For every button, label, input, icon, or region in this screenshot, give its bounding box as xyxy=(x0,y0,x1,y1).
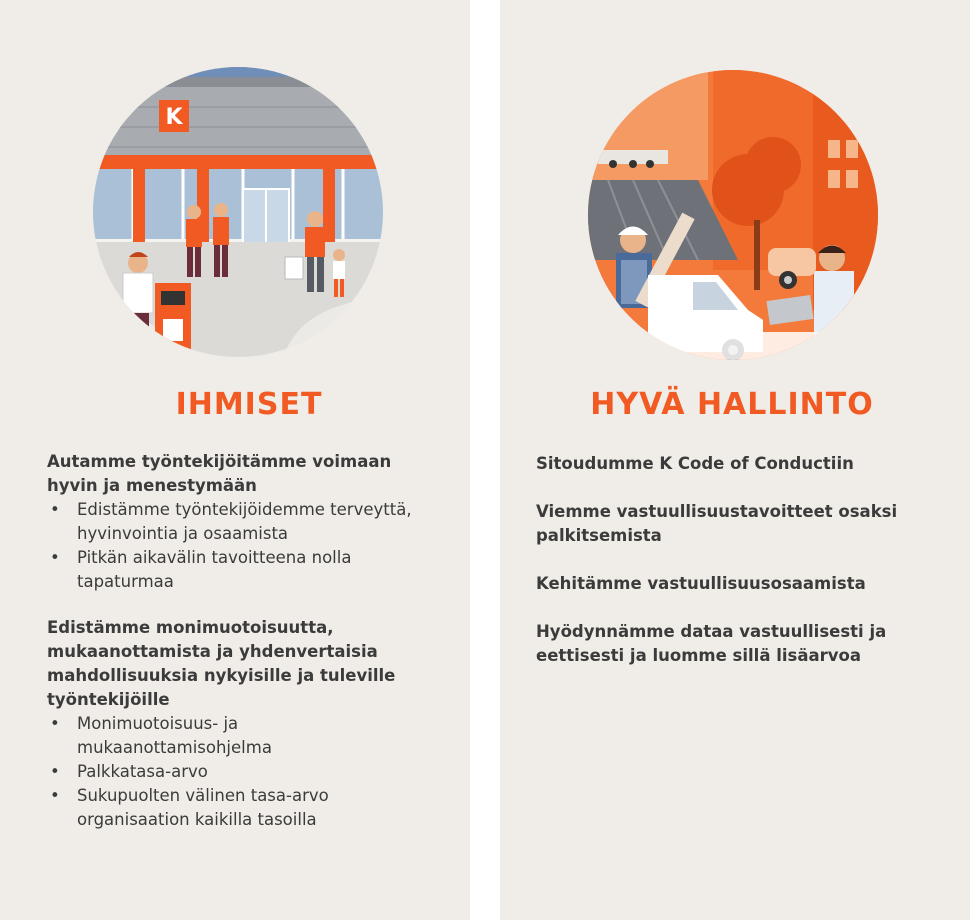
section-heading-ihmiset: IHMISET xyxy=(175,387,323,422)
section-heading-hyva-hallinto: HYVÄ HALLINTO xyxy=(590,387,874,422)
governance-item: Sitoudumme K Code of Conductiin xyxy=(536,454,854,473)
k-store-sign: K xyxy=(165,105,183,130)
list-item: • Edistämme työntekijöidemme terveyttä, hyvinvointia ja osaamista xyxy=(47,498,437,546)
ihmiset-content xyxy=(47,450,437,832)
left-panel xyxy=(0,0,470,920)
store-front-people-illustration xyxy=(93,67,383,357)
hallinto-content xyxy=(536,452,956,692)
governance-item: Hyödynnämme dataa vastuullisesti ja eettisesti ja luomme sillä lisäarvoa xyxy=(536,622,887,665)
bullet-list xyxy=(47,498,437,594)
right-panel xyxy=(500,0,970,920)
block-title: Autamme työntekijöitämme voimaan hyvin ja menestymään xyxy=(47,452,392,495)
construction-governance-illustration xyxy=(588,70,878,360)
governance-item: Kehitämme vastuullisuusosaamista xyxy=(536,574,866,593)
bullet-list xyxy=(47,712,437,832)
list-item: • Monimuotoisuus- ja mukaanottamisohjelma xyxy=(47,712,437,760)
list-item: • Palkkatasa-arvo xyxy=(47,760,437,784)
block-title: Edistämme monimuotoisuutta, mukaanottamista ja yhdenvertaisia mahdollisuuksia nykyisille ja tuleville työntekijöille xyxy=(47,618,396,709)
list-item: • Sukupuolten välinen tasa-arvo organisaation kaikilla tasoilla xyxy=(47,784,437,832)
list-item: • Pitkän aikavälin tavoitteena nolla tapaturmaa xyxy=(47,546,437,594)
governance-item: Viemme vastuullisuustavoitteet osaksi palkitsemista xyxy=(536,502,898,545)
